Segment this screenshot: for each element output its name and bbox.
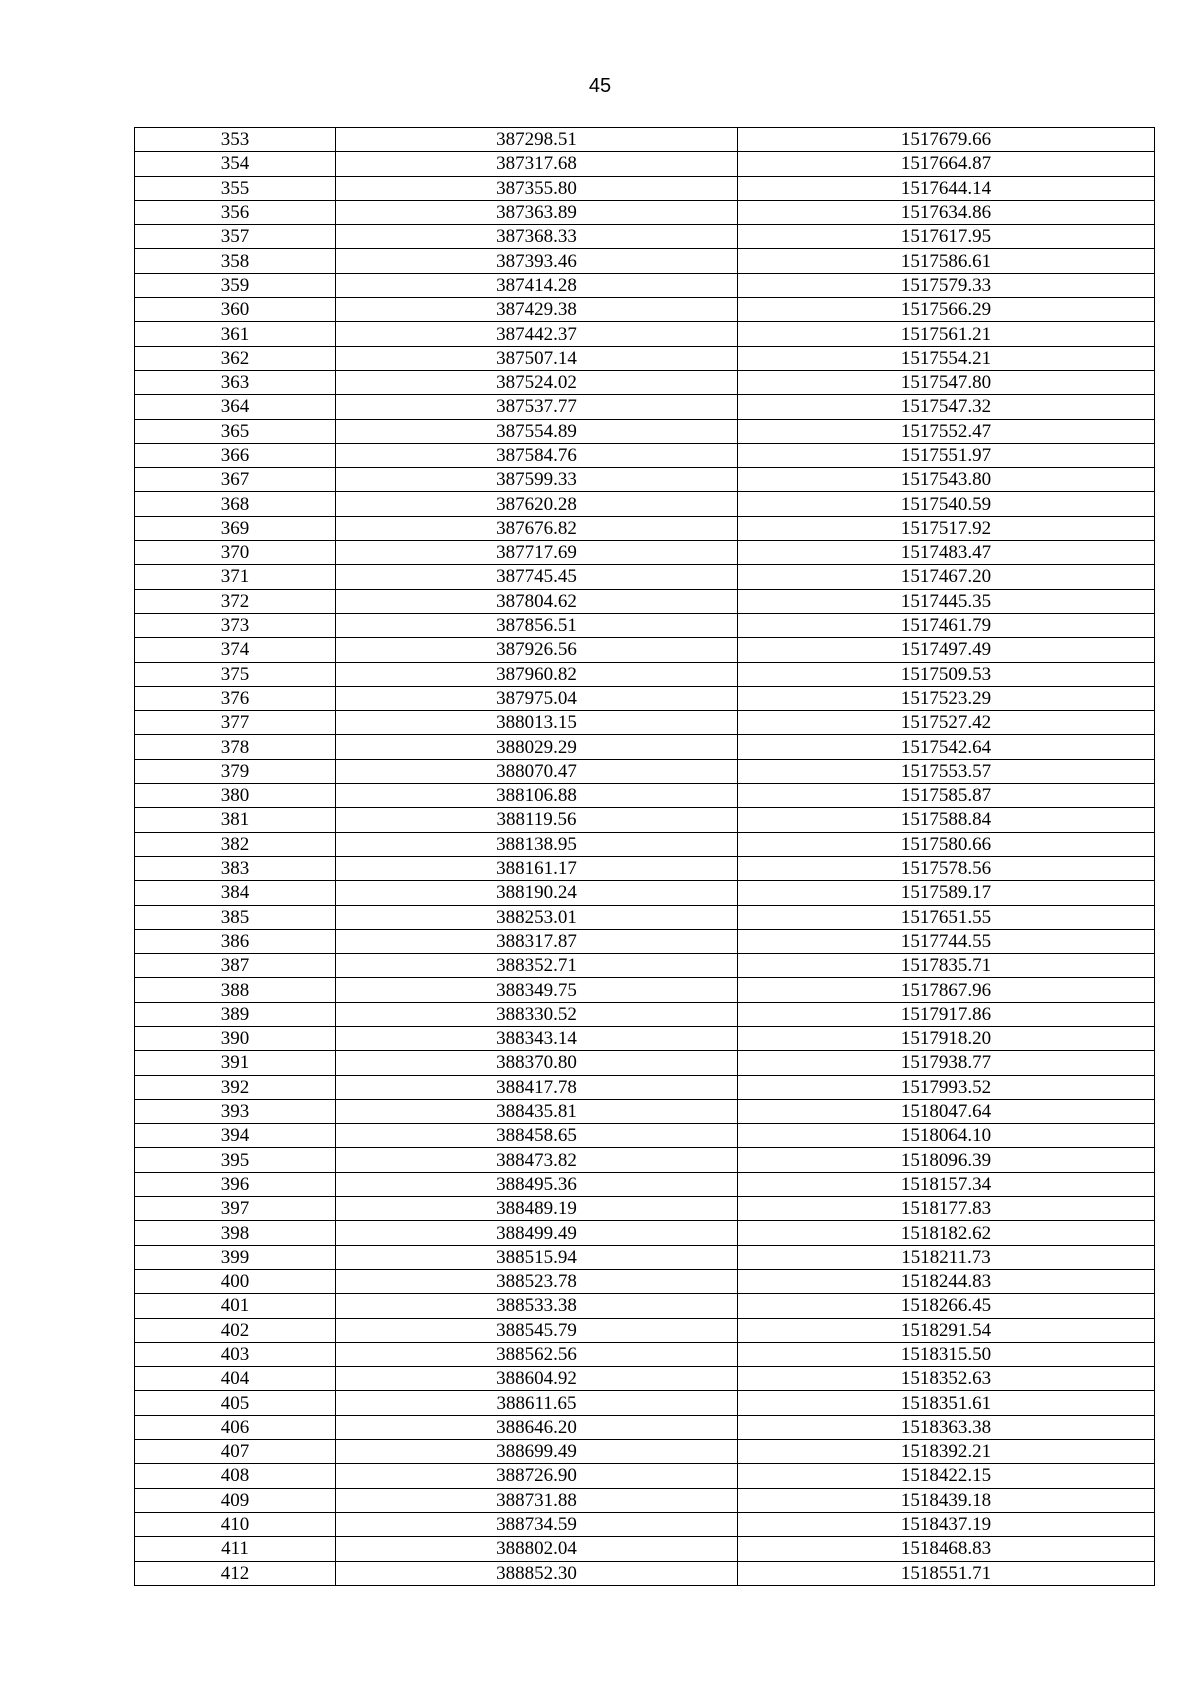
table-row bbox=[135, 128, 1155, 152]
y-coordinate-cell: 1517918.20 bbox=[738, 1026, 1155, 1050]
x-coordinate-cell: 388545.79 bbox=[336, 1318, 738, 1342]
y-coordinate-cell: 1517517.92 bbox=[738, 516, 1155, 540]
point-number-cell: 391 bbox=[135, 1051, 336, 1075]
point-number-cell: 388 bbox=[135, 978, 336, 1002]
point-number-cell: 358 bbox=[135, 249, 336, 273]
table-row bbox=[135, 1051, 1155, 1075]
point-number-cell: 382 bbox=[135, 832, 336, 856]
x-coordinate-cell: 388852.30 bbox=[336, 1561, 738, 1585]
y-coordinate-cell: 1517651.55 bbox=[738, 905, 1155, 929]
point-number-cell: 393 bbox=[135, 1099, 336, 1123]
y-coordinate-cell: 1518266.45 bbox=[738, 1294, 1155, 1318]
y-coordinate-cell: 1518363.38 bbox=[738, 1415, 1155, 1439]
table-row bbox=[135, 1148, 1155, 1172]
y-coordinate-cell: 1517547.32 bbox=[738, 395, 1155, 419]
coordinates-table-body bbox=[135, 128, 1155, 1586]
point-number-cell: 396 bbox=[135, 1172, 336, 1196]
point-number-cell: 411 bbox=[135, 1537, 336, 1561]
coordinates-table bbox=[134, 127, 1155, 1586]
y-coordinate-cell: 1517561.21 bbox=[738, 322, 1155, 346]
point-number-cell: 395 bbox=[135, 1148, 336, 1172]
y-coordinate-cell: 1518291.54 bbox=[738, 1318, 1155, 1342]
x-coordinate-cell: 388349.75 bbox=[336, 978, 738, 1002]
y-coordinate-cell: 1517566.29 bbox=[738, 298, 1155, 322]
x-coordinate-cell: 388253.01 bbox=[336, 905, 738, 929]
x-coordinate-cell: 388161.17 bbox=[336, 856, 738, 880]
table-row bbox=[135, 1294, 1155, 1318]
x-coordinate-cell: 388458.65 bbox=[336, 1124, 738, 1148]
point-number-cell: 385 bbox=[135, 905, 336, 929]
table-row bbox=[135, 565, 1155, 589]
y-coordinate-cell: 1517617.95 bbox=[738, 225, 1155, 249]
y-coordinate-cell: 1518047.64 bbox=[738, 1099, 1155, 1123]
y-coordinate-cell: 1517578.56 bbox=[738, 856, 1155, 880]
point-number-cell: 398 bbox=[135, 1221, 336, 1245]
point-number-cell: 381 bbox=[135, 808, 336, 832]
point-number-cell: 406 bbox=[135, 1415, 336, 1439]
y-coordinate-cell: 1518351.61 bbox=[738, 1391, 1155, 1415]
y-coordinate-cell: 1517547.80 bbox=[738, 370, 1155, 394]
point-number-cell: 370 bbox=[135, 541, 336, 565]
table-row bbox=[135, 1172, 1155, 1196]
x-coordinate-cell: 387317.68 bbox=[336, 152, 738, 176]
x-coordinate-cell: 388646.20 bbox=[336, 1415, 738, 1439]
point-number-cell: 372 bbox=[135, 589, 336, 613]
table-row bbox=[135, 1391, 1155, 1415]
x-coordinate-cell: 388138.95 bbox=[336, 832, 738, 856]
point-number-cell: 366 bbox=[135, 443, 336, 467]
x-coordinate-cell: 387429.38 bbox=[336, 298, 738, 322]
table-row bbox=[135, 1221, 1155, 1245]
point-number-cell: 407 bbox=[135, 1440, 336, 1464]
x-coordinate-cell: 387584.76 bbox=[336, 443, 738, 467]
point-number-cell: 410 bbox=[135, 1512, 336, 1536]
y-coordinate-cell: 1518211.73 bbox=[738, 1245, 1155, 1269]
point-number-cell: 387 bbox=[135, 954, 336, 978]
y-coordinate-cell: 1517585.87 bbox=[738, 784, 1155, 808]
table-row bbox=[135, 638, 1155, 662]
point-number-cell: 360 bbox=[135, 298, 336, 322]
table-row bbox=[135, 1099, 1155, 1123]
point-number-cell: 408 bbox=[135, 1464, 336, 1488]
x-coordinate-cell: 388317.87 bbox=[336, 929, 738, 953]
y-coordinate-cell: 1517542.64 bbox=[738, 735, 1155, 759]
y-coordinate-cell: 1517527.42 bbox=[738, 711, 1155, 735]
table-row bbox=[135, 176, 1155, 200]
table-row bbox=[135, 1561, 1155, 1585]
table-row bbox=[135, 1440, 1155, 1464]
table-row bbox=[135, 1415, 1155, 1439]
point-number-cell: 384 bbox=[135, 881, 336, 905]
point-number-cell: 365 bbox=[135, 419, 336, 443]
x-coordinate-cell: 387368.33 bbox=[336, 225, 738, 249]
y-coordinate-cell: 1517483.47 bbox=[738, 541, 1155, 565]
x-coordinate-cell: 387676.82 bbox=[336, 516, 738, 540]
point-number-cell: 357 bbox=[135, 225, 336, 249]
table-row bbox=[135, 832, 1155, 856]
page-number: 45 bbox=[588, 75, 612, 97]
x-coordinate-cell: 388370.80 bbox=[336, 1051, 738, 1075]
point-number-cell: 359 bbox=[135, 273, 336, 297]
point-number-cell: 371 bbox=[135, 565, 336, 589]
point-number-cell: 361 bbox=[135, 322, 336, 346]
x-coordinate-cell: 388435.81 bbox=[336, 1099, 738, 1123]
table-row bbox=[135, 929, 1155, 953]
table-row bbox=[135, 808, 1155, 832]
x-coordinate-cell: 387856.51 bbox=[336, 613, 738, 637]
x-coordinate-cell: 387298.51 bbox=[336, 128, 738, 152]
point-number-cell: 409 bbox=[135, 1488, 336, 1512]
point-number-cell: 356 bbox=[135, 200, 336, 224]
y-coordinate-cell: 1517553.57 bbox=[738, 759, 1155, 783]
point-number-cell: 412 bbox=[135, 1561, 336, 1585]
x-coordinate-cell: 387537.77 bbox=[336, 395, 738, 419]
table-row bbox=[135, 443, 1155, 467]
y-coordinate-cell: 1518157.34 bbox=[738, 1172, 1155, 1196]
x-coordinate-cell: 387442.37 bbox=[336, 322, 738, 346]
point-number-cell: 377 bbox=[135, 711, 336, 735]
table-row bbox=[135, 516, 1155, 540]
point-number-cell: 367 bbox=[135, 468, 336, 492]
point-number-cell: 390 bbox=[135, 1026, 336, 1050]
table-row bbox=[135, 954, 1155, 978]
point-number-cell: 392 bbox=[135, 1075, 336, 1099]
x-coordinate-cell: 387355.80 bbox=[336, 176, 738, 200]
y-coordinate-cell: 1518182.62 bbox=[738, 1221, 1155, 1245]
table-row bbox=[135, 346, 1155, 370]
x-coordinate-cell: 387554.89 bbox=[336, 419, 738, 443]
x-coordinate-cell: 387393.46 bbox=[336, 249, 738, 273]
table-row bbox=[135, 322, 1155, 346]
y-coordinate-cell: 1518439.18 bbox=[738, 1488, 1155, 1512]
table-row bbox=[135, 905, 1155, 929]
x-coordinate-cell: 388515.94 bbox=[336, 1245, 738, 1269]
y-coordinate-cell: 1517867.96 bbox=[738, 978, 1155, 1002]
y-coordinate-cell: 1518352.63 bbox=[738, 1367, 1155, 1391]
point-number-cell: 364 bbox=[135, 395, 336, 419]
point-number-cell: 399 bbox=[135, 1245, 336, 1269]
point-number-cell: 386 bbox=[135, 929, 336, 953]
y-coordinate-cell: 1517589.17 bbox=[738, 881, 1155, 905]
table-row bbox=[135, 856, 1155, 880]
x-coordinate-cell: 388523.78 bbox=[336, 1269, 738, 1293]
x-coordinate-cell: 388013.15 bbox=[336, 711, 738, 735]
y-coordinate-cell: 1518422.15 bbox=[738, 1464, 1155, 1488]
y-coordinate-cell: 1517993.52 bbox=[738, 1075, 1155, 1099]
x-coordinate-cell: 387804.62 bbox=[336, 589, 738, 613]
x-coordinate-cell: 388330.52 bbox=[336, 1002, 738, 1026]
point-number-cell: 369 bbox=[135, 516, 336, 540]
point-number-cell: 353 bbox=[135, 128, 336, 152]
table-row bbox=[135, 298, 1155, 322]
y-coordinate-cell: 1517588.84 bbox=[738, 808, 1155, 832]
x-coordinate-cell: 387414.28 bbox=[336, 273, 738, 297]
point-number-cell: 375 bbox=[135, 662, 336, 686]
point-number-cell: 376 bbox=[135, 686, 336, 710]
table-row bbox=[135, 1488, 1155, 1512]
x-coordinate-cell: 387975.04 bbox=[336, 686, 738, 710]
table-row bbox=[135, 370, 1155, 394]
table-row bbox=[135, 1075, 1155, 1099]
y-coordinate-cell: 1517552.47 bbox=[738, 419, 1155, 443]
table-row bbox=[135, 468, 1155, 492]
y-coordinate-cell: 1518244.83 bbox=[738, 1269, 1155, 1293]
y-coordinate-cell: 1517509.53 bbox=[738, 662, 1155, 686]
y-coordinate-cell: 1518551.71 bbox=[738, 1561, 1155, 1585]
point-number-cell: 355 bbox=[135, 176, 336, 200]
y-coordinate-cell: 1518096.39 bbox=[738, 1148, 1155, 1172]
y-coordinate-cell: 1517543.80 bbox=[738, 468, 1155, 492]
table-row bbox=[135, 541, 1155, 565]
y-coordinate-cell: 1517461.79 bbox=[738, 613, 1155, 637]
y-coordinate-cell: 1517679.66 bbox=[738, 128, 1155, 152]
y-coordinate-cell: 1517554.21 bbox=[738, 346, 1155, 370]
x-coordinate-cell: 387620.28 bbox=[336, 492, 738, 516]
x-coordinate-cell: 388604.92 bbox=[336, 1367, 738, 1391]
table-row bbox=[135, 759, 1155, 783]
x-coordinate-cell: 388489.19 bbox=[336, 1197, 738, 1221]
table-row bbox=[135, 735, 1155, 759]
point-number-cell: 405 bbox=[135, 1391, 336, 1415]
point-number-cell: 379 bbox=[135, 759, 336, 783]
table-row bbox=[135, 419, 1155, 443]
table-row bbox=[135, 1002, 1155, 1026]
y-coordinate-cell: 1518392.21 bbox=[738, 1440, 1155, 1464]
point-number-cell: 373 bbox=[135, 613, 336, 637]
x-coordinate-cell: 387926.56 bbox=[336, 638, 738, 662]
y-coordinate-cell: 1517917.86 bbox=[738, 1002, 1155, 1026]
table-row bbox=[135, 881, 1155, 905]
y-coordinate-cell: 1517551.97 bbox=[738, 443, 1155, 467]
y-coordinate-cell: 1517744.55 bbox=[738, 929, 1155, 953]
table-row bbox=[135, 1026, 1155, 1050]
point-number-cell: 402 bbox=[135, 1318, 336, 1342]
x-coordinate-cell: 388119.56 bbox=[336, 808, 738, 832]
x-coordinate-cell: 388106.88 bbox=[336, 784, 738, 808]
x-coordinate-cell: 388495.36 bbox=[336, 1172, 738, 1196]
table-row bbox=[135, 492, 1155, 516]
table-row bbox=[135, 395, 1155, 419]
table-row bbox=[135, 711, 1155, 735]
table-row bbox=[135, 589, 1155, 613]
point-number-cell: 380 bbox=[135, 784, 336, 808]
x-coordinate-cell: 388533.38 bbox=[336, 1294, 738, 1318]
point-number-cell: 394 bbox=[135, 1124, 336, 1148]
y-coordinate-cell: 1517579.33 bbox=[738, 273, 1155, 297]
x-coordinate-cell: 388352.71 bbox=[336, 954, 738, 978]
y-coordinate-cell: 1518177.83 bbox=[738, 1197, 1155, 1221]
x-coordinate-cell: 388029.29 bbox=[336, 735, 738, 759]
point-number-cell: 397 bbox=[135, 1197, 336, 1221]
table-row bbox=[135, 1342, 1155, 1366]
table-row bbox=[135, 978, 1155, 1002]
table-row bbox=[135, 784, 1155, 808]
y-coordinate-cell: 1517664.87 bbox=[738, 152, 1155, 176]
point-number-cell: 389 bbox=[135, 1002, 336, 1026]
x-coordinate-cell: 388562.56 bbox=[336, 1342, 738, 1366]
table-row bbox=[135, 1124, 1155, 1148]
point-number-cell: 378 bbox=[135, 735, 336, 759]
y-coordinate-cell: 1517445.35 bbox=[738, 589, 1155, 613]
x-coordinate-cell: 388473.82 bbox=[336, 1148, 738, 1172]
table-row bbox=[135, 1269, 1155, 1293]
y-coordinate-cell: 1517586.61 bbox=[738, 249, 1155, 273]
point-number-cell: 363 bbox=[135, 370, 336, 394]
x-coordinate-cell: 388070.47 bbox=[336, 759, 738, 783]
x-coordinate-cell: 388734.59 bbox=[336, 1512, 738, 1536]
table-row bbox=[135, 1245, 1155, 1269]
y-coordinate-cell: 1517523.29 bbox=[738, 686, 1155, 710]
x-coordinate-cell: 387960.82 bbox=[336, 662, 738, 686]
x-coordinate-cell: 388731.88 bbox=[336, 1488, 738, 1512]
y-coordinate-cell: 1517938.77 bbox=[738, 1051, 1155, 1075]
y-coordinate-cell: 1517540.59 bbox=[738, 492, 1155, 516]
x-coordinate-cell: 388699.49 bbox=[336, 1440, 738, 1464]
table-row bbox=[135, 152, 1155, 176]
x-coordinate-cell: 388190.24 bbox=[336, 881, 738, 905]
x-coordinate-cell: 387524.02 bbox=[336, 370, 738, 394]
table-row bbox=[135, 200, 1155, 224]
y-coordinate-cell: 1518437.19 bbox=[738, 1512, 1155, 1536]
table-row bbox=[135, 1367, 1155, 1391]
point-number-cell: 362 bbox=[135, 346, 336, 370]
y-coordinate-cell: 1517644.14 bbox=[738, 176, 1155, 200]
x-coordinate-cell: 388726.90 bbox=[336, 1464, 738, 1488]
table-row bbox=[135, 1318, 1155, 1342]
y-coordinate-cell: 1517634.86 bbox=[738, 200, 1155, 224]
x-coordinate-cell: 387507.14 bbox=[336, 346, 738, 370]
y-coordinate-cell: 1518315.50 bbox=[738, 1342, 1155, 1366]
table-row bbox=[135, 1197, 1155, 1221]
x-coordinate-cell: 387745.45 bbox=[336, 565, 738, 589]
table-row bbox=[135, 1464, 1155, 1488]
y-coordinate-cell: 1517580.66 bbox=[738, 832, 1155, 856]
y-coordinate-cell: 1518064.10 bbox=[738, 1124, 1155, 1148]
x-coordinate-cell: 387717.69 bbox=[336, 541, 738, 565]
table-row bbox=[135, 1537, 1155, 1561]
y-coordinate-cell: 1517467.20 bbox=[738, 565, 1155, 589]
x-coordinate-cell: 388611.65 bbox=[336, 1391, 738, 1415]
x-coordinate-cell: 387363.89 bbox=[336, 200, 738, 224]
table-row bbox=[135, 273, 1155, 297]
y-coordinate-cell: 1517835.71 bbox=[738, 954, 1155, 978]
point-number-cell: 383 bbox=[135, 856, 336, 880]
table-row bbox=[135, 686, 1155, 710]
point-number-cell: 401 bbox=[135, 1294, 336, 1318]
table-row bbox=[135, 249, 1155, 273]
x-coordinate-cell: 387599.33 bbox=[336, 468, 738, 492]
x-coordinate-cell: 388343.14 bbox=[336, 1026, 738, 1050]
point-number-cell: 400 bbox=[135, 1269, 336, 1293]
point-number-cell: 404 bbox=[135, 1367, 336, 1391]
table-row bbox=[135, 662, 1155, 686]
y-coordinate-cell: 1518468.83 bbox=[738, 1537, 1155, 1561]
point-number-cell: 374 bbox=[135, 638, 336, 662]
point-number-cell: 403 bbox=[135, 1342, 336, 1366]
table-row bbox=[135, 613, 1155, 637]
point-number-cell: 354 bbox=[135, 152, 336, 176]
table-row bbox=[135, 225, 1155, 249]
y-coordinate-cell: 1517497.49 bbox=[738, 638, 1155, 662]
x-coordinate-cell: 388417.78 bbox=[336, 1075, 738, 1099]
x-coordinate-cell: 388499.49 bbox=[336, 1221, 738, 1245]
x-coordinate-cell: 388802.04 bbox=[336, 1537, 738, 1561]
table-row bbox=[135, 1512, 1155, 1536]
point-number-cell: 368 bbox=[135, 492, 336, 516]
